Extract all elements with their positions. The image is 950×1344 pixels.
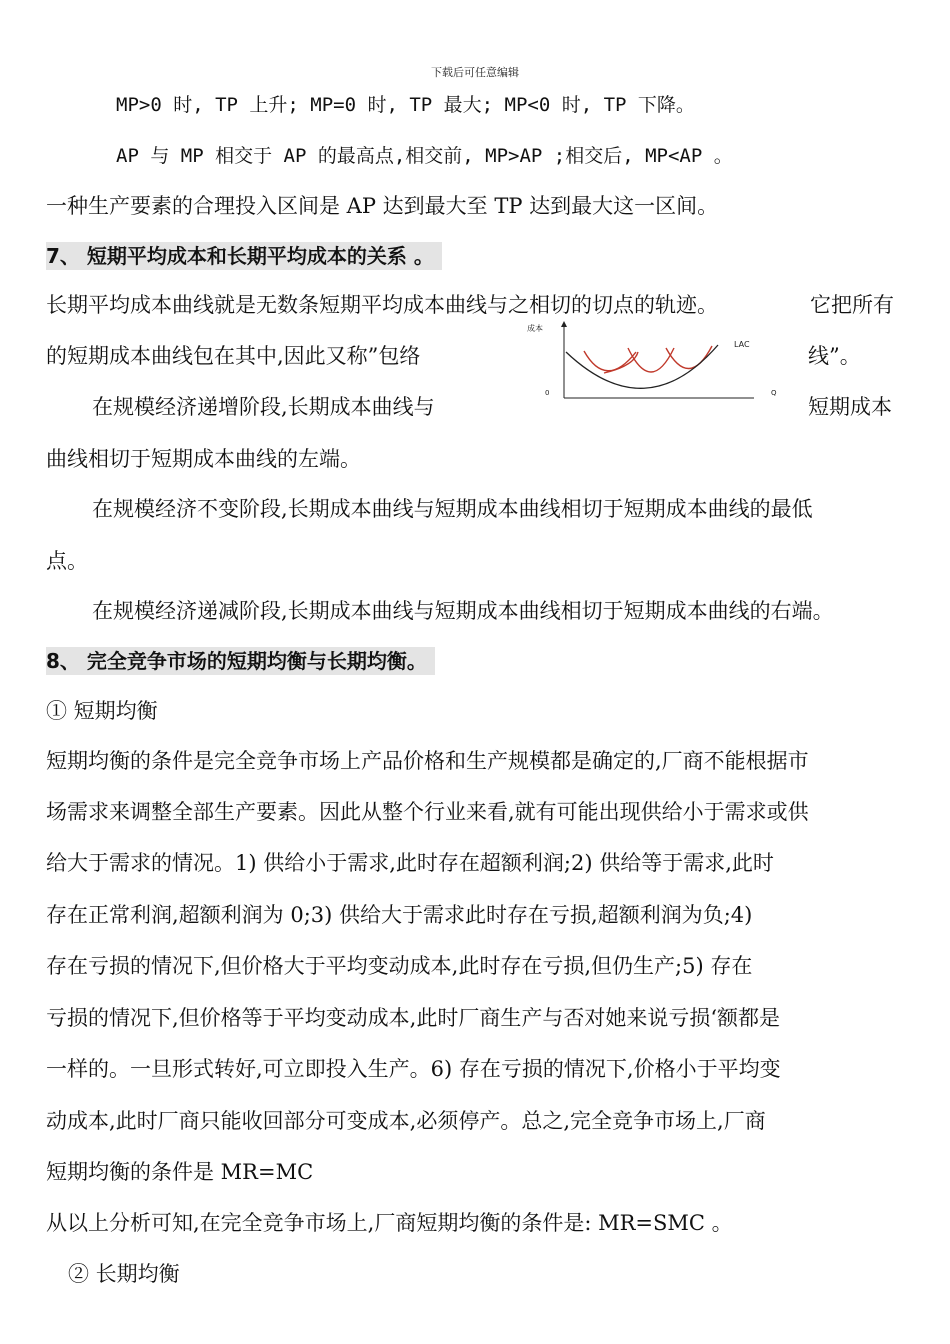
subheading-short-run: ① 短期均衡 <box>46 699 158 723</box>
input-range-text: 一种生产要素的合理投入区间是 AP 达到最大至 TP 达到最大这一区间。 <box>46 194 719 218</box>
paragraph-lac-line2-end: 线”。 <box>808 344 861 368</box>
paragraph-constant-line1: 在规模经济不变阶段,长期成本曲线与短期成本曲线相切于短期成本曲线的最低 <box>92 497 813 521</box>
figure-x-label: Q <box>771 389 777 397</box>
mp-tp-relation: MP>0 时, TP 上升; MP=0 时, TP 最大; MP<0 时, TP 下降。 <box>116 94 695 116</box>
lac-curve <box>566 345 718 388</box>
ap-mp-relation: AP 与 MP 相交于 AP 的最高点,相交前, MP>AP ;相交后, MP<AP 。 <box>116 145 733 167</box>
body-line-6: 亏损的情况下,但价格等于平均变动成本,此时厂商生产与否对她来说亏损‘额都是 <box>46 1006 781 1030</box>
paragraph-lac-line1: 长期平均成本曲线就是无数条短期平均成本曲线与之相切的切点的轨迹。 <box>46 293 718 317</box>
section-heading-7: 7、 短期平均成本和长期平均成本的关系 。 <box>46 242 442 270</box>
sac-curve-1 <box>584 351 636 371</box>
body-line-8: 动成本,此时厂商只能收回部分可变成本,必须停产。总之,完全竞争市场上,厂商 <box>46 1109 766 1133</box>
body-line-3: 给大于需求的情况。1) 供给小于需求,此时存在超额利润;2) 供给等于需求,此时 <box>46 851 774 875</box>
paragraph-constant-line2: 点。 <box>46 549 88 573</box>
figure-y-label: 成本 <box>527 324 543 333</box>
y-axis-arrow-icon <box>561 321 567 327</box>
figure-origin-label: 0 <box>545 389 550 397</box>
paragraph-increasing-line2: 曲线相切于短期成本曲线的左端。 <box>46 447 361 471</box>
body-line-2: 场需求来调整全部生产要素。因此从整个行业来看,就有可能出现供给小于需求或供 <box>46 800 809 824</box>
lac-label: LAC <box>734 340 750 349</box>
subheading-long-run: ② 长期均衡 <box>68 1262 180 1286</box>
paragraph-increasing-line1-end: 短期成本 <box>808 395 892 419</box>
section-heading-8: 8、 完全竞争市场的短期均衡与长期均衡。 <box>46 647 435 675</box>
page-header: 下载后可任意编辑 <box>431 66 519 79</box>
body-line-4: 存在正常利润,超额利润为 0;3) 供给大于需求此时存在亏损,超额利润为负;4) <box>46 903 753 927</box>
conclusion-line: 从以上分析可知,在完全竞争市场上,厂商短期均衡的条件是: MR=SMC 。 <box>46 1211 733 1235</box>
body-line-9: 短期均衡的条件是 MR=MC <box>46 1160 314 1184</box>
sac-curve-3 <box>628 348 674 372</box>
paragraph-increasing-line1: 在规模经济递增阶段,长期成本曲线与 <box>92 395 435 419</box>
body-line-7: 一样的。一旦形式转好,可立即投入生产。6) 存在亏损的情况下,价格小于平均变 <box>46 1057 781 1081</box>
paragraph-decreasing: 在规模经济递减阶段,长期成本曲线与短期成本曲线相切于短期成本曲线的右端。 <box>92 599 834 623</box>
paragraph-lac-line1-end: 它把所有 <box>810 293 894 317</box>
paragraph-lac-line2: 的短期成本曲线包在其中,因此又称”包络 <box>46 344 421 368</box>
lac-envelope-figure <box>516 318 798 404</box>
body-line-5: 存在亏损的情况下,但价格大于平均变动成本,此时存在亏损,但仍生产;5) 存在 <box>46 954 753 978</box>
body-line-1: 短期均衡的条件是完全竞争市场上产品价格和生产规模都是确定的,厂商不能根据市 <box>46 749 809 773</box>
